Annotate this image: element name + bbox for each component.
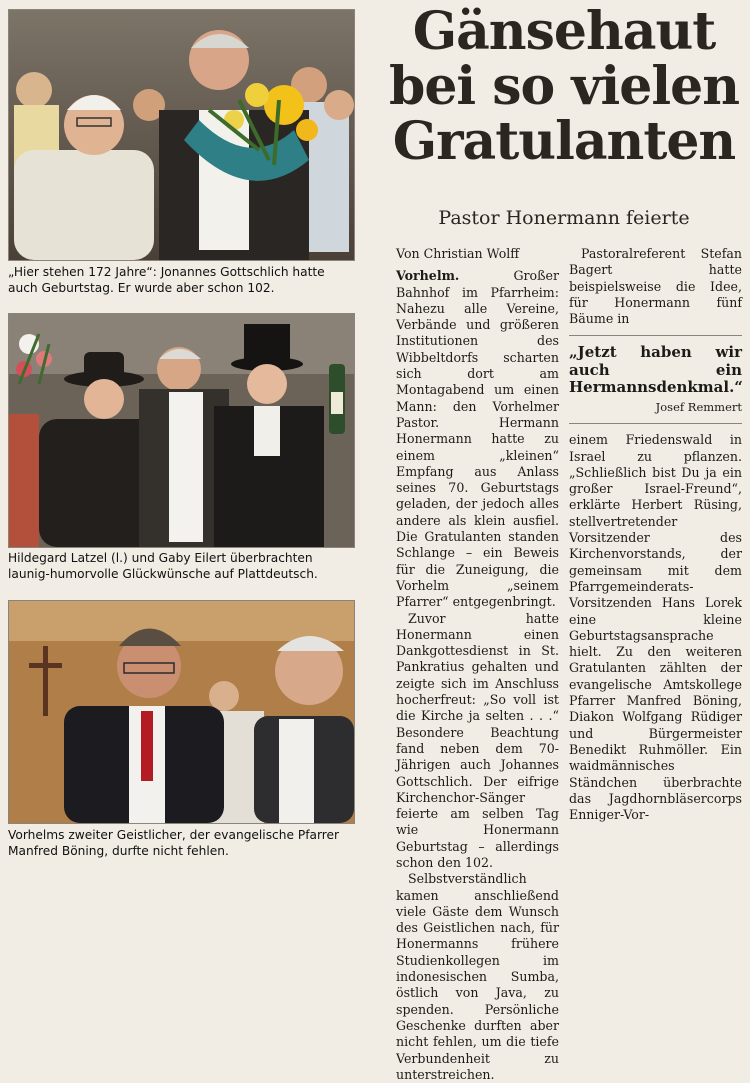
pull-quote: „Jetzt haben wir auch ein Hermannsdenkmal.“: [569, 335, 742, 397]
paragraph-3: Selbstverständlich kamen anschließend viele Gäste dem Wunsch des Geistlichen nach, für Honermanns frühere Studienkollegen im indonesischen Sumba, östlich von Java, zu spenden. Persönliche Geschenke durften aber nicht fehlen, um die tiefe Verbundenheit zu unterstreichen.: [396, 871, 559, 1082]
pull-quote-author: Josef Remmert: [655, 399, 742, 414]
photo-plattdeutsch-guests: [8, 313, 355, 548]
article-column-2: [569, 246, 742, 823]
article-subheadline: Pastor Honermann feierte: [438, 207, 690, 229]
article-headline: Gänsehaut bei so vielen Gratulanten: [388, 1, 740, 172]
photo-birthday-flowers: [8, 9, 355, 261]
paragraph-4: Pastoralreferent Stefan Bagert hatte beispielsweise die Idee, für Honermann fünf Bäume in: [569, 246, 742, 327]
dateline: Vorhelm.: [396, 268, 460, 284]
pull-quote-rule: [569, 423, 742, 424]
byline: Von Christian Wolff: [396, 246, 520, 261]
photo-caption-1: „Hier stehen 172 Jahre“: Jonannes Gottschlich hatte auch Geburtstag. Er wurde aber schon 102.: [8, 265, 325, 295]
paragraph-5: einem Friedenswald in Israel zu pflanzen. „Schließlich bist Du ja ein großer Israel-Freund“, erklärte Herbert Rüsing, stellvertretender Vorsitzender des Kirchenvorstands, der gemeinsam mit dem Pfarrgemeinderats-Vorsitzenden Hans Lorek eine kleine Geburtstagsansprache hielt. Zu den weiteren Gratulanten zählten der evangelische Amtskollege Pfarrer Manfred Böning, Diakon Wolfgang Rüdiger und Bürgermeister Benedikt Ruhmöller. Ein waidmännisches Ständchen überbrachte das Jagdhornbläsercorps Enniger-Vor-: [569, 432, 742, 823]
article-column-1: [396, 246, 559, 1083]
photo-pastor-boening: [8, 600, 355, 824]
photo-caption-3: Vorhelms zweiter Geistlicher, der evangelische Pfarrer Manfred Böning, durfte nicht fehlen.: [8, 828, 340, 858]
paragraph-2: Zuvor hatte Honermann einen Dankgottesdienst in St. Pankratius gehalten und zeigte sich im Anschluss hocherfreut: „So voll ist die Kirche ja selten . . .“ Besondere Beachtung fand neben dem 70-Jährigen auch Johannes Gottschlich. Der eifrige Kirchenchor-Sänger feierte am selben Tag wie Honermann Geburtstag – allerdings schon den 102.: [396, 610, 559, 870]
paragraph-1: Großer Bahnhof im Pfarrheim: Nahezu alle Vereine, Verbände und größeren Institutionen des Wibbeltdorfs scharten sich dort am Montagabend um einen Mann: den Vorhelmer Pastor. Hermann Honermann hatte zu einem „kleinen“ Empfang aus Anlass seines 70. Geburtstags geladen, der jedoch alles andere als klein ausfiel. Die Gratulanten standen Schlange – ein Beweis für die Zuneigung, die Vorhelm „seinem Pfarrer“ entgegenbringt.: [396, 268, 559, 610]
photo-caption-2: Hildegard Latzel (l.) und Gaby Eilert überbrachten launig-humorvolle Glückwünsche auf Plattdeutsch.: [8, 551, 318, 581]
